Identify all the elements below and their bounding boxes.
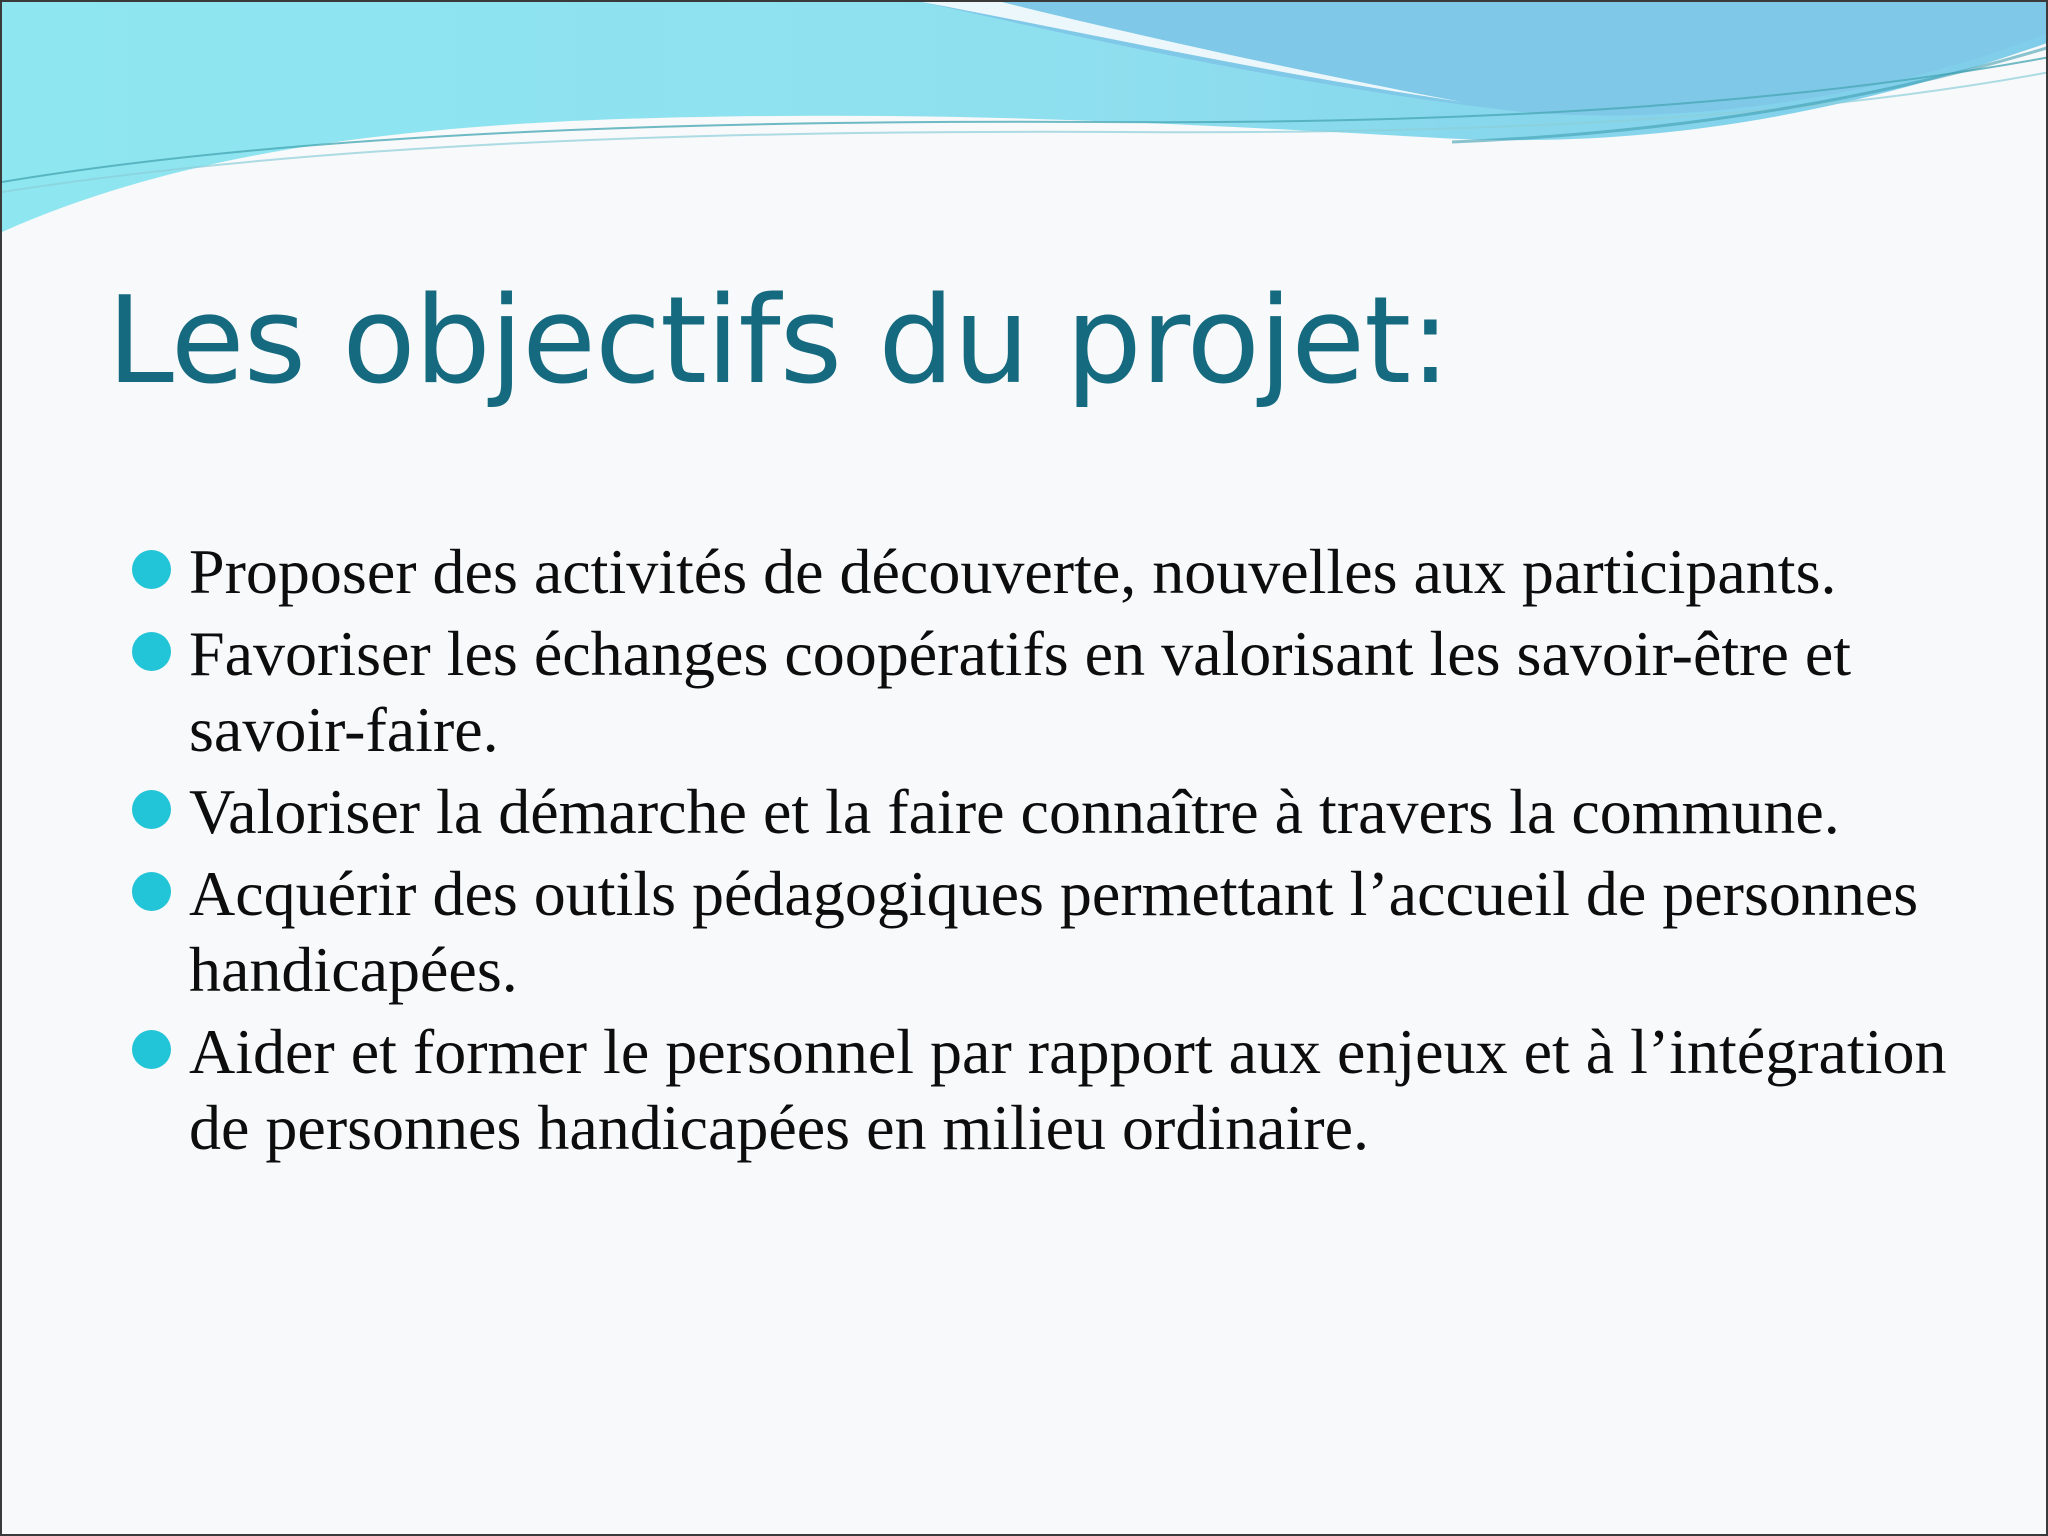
- wave-header-decoration: [2, 2, 2048, 242]
- list-item: [127, 1014, 1987, 1166]
- slide-title: Les objectifs du projet:: [107, 272, 1450, 411]
- circle-bullet-icon: [132, 790, 171, 829]
- circle-bullet-icon: [132, 632, 171, 671]
- bullet-text: Aider et former le personnel par rapport aux enjeux et à l’intégration de personnes handicapées en milieu ordinaire.: [189, 1016, 1947, 1163]
- circle-bullet-icon: [132, 1030, 171, 1069]
- bullet-text: Acquérir des outils pédagogiques permettant l’accueil de personnes handicapées.: [189, 858, 1919, 1005]
- list-item: [127, 534, 1987, 610]
- list-item: [127, 856, 1987, 1008]
- bullet-text: Proposer des activités de découverte, nouvelles aux participants.: [189, 536, 1837, 607]
- bullet-list: [127, 534, 1987, 1172]
- circle-bullet-icon: [132, 872, 171, 911]
- list-item: [127, 616, 1987, 768]
- list-item: [127, 774, 1987, 850]
- circle-bullet-icon: [132, 550, 171, 589]
- bullet-text: Favoriser les échanges coopératifs en valorisant les savoir-être et savoir-faire.: [189, 618, 1852, 765]
- bullet-text: Valoriser la démarche et la faire connaître à travers la commune.: [189, 776, 1840, 847]
